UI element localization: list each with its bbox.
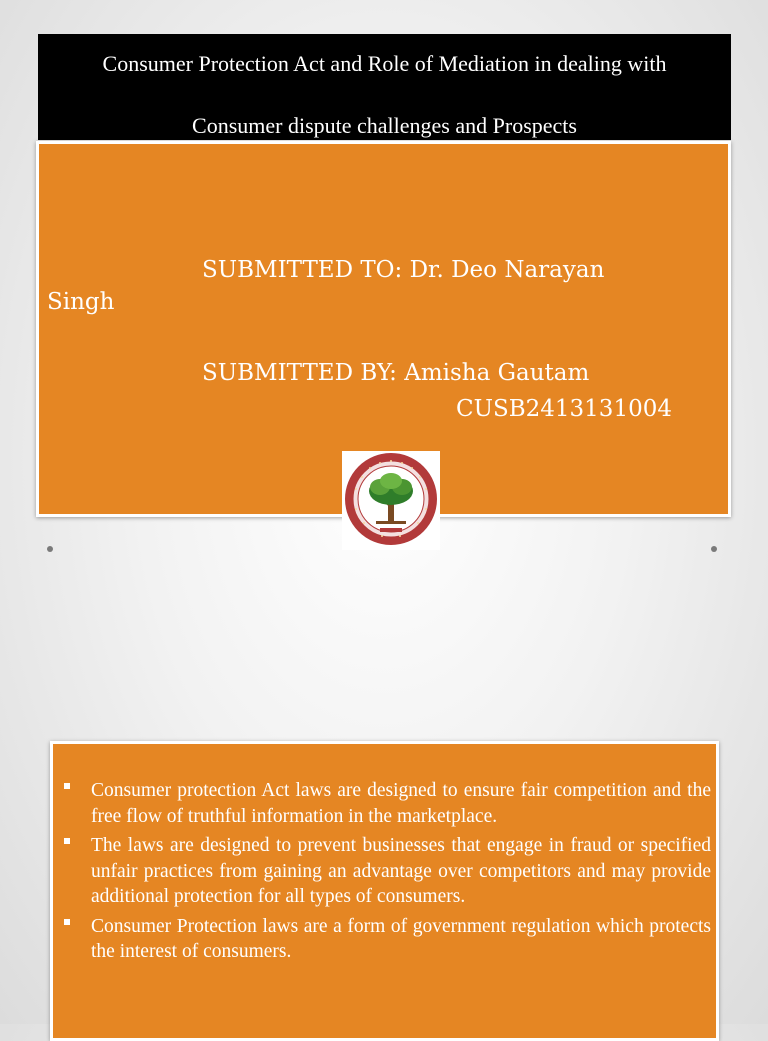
slide-title-banner xyxy=(38,34,731,140)
list-item xyxy=(59,914,711,965)
submitted-by-text: SUBMITTED BY: Amisha Gautam xyxy=(202,360,590,386)
university-emblem-tree-icon xyxy=(342,451,440,550)
slide-title-line-2: Consumer dispute challenges and Prospects xyxy=(192,113,577,138)
list-item xyxy=(59,778,711,829)
submitted-to-text: SUBMITTED TO: Dr. Deo Narayan xyxy=(202,257,605,283)
bullet-text: The laws are designed to prevent businesses that engage in fraud or specified unfair practices from gaining an advantage over competitors and may provide additional protection for all types of consumers. xyxy=(91,835,711,907)
roll-number: CUSB2413131004 xyxy=(456,396,672,422)
slide-separator-dot-left xyxy=(47,546,53,552)
bullet-text: Consumer Protection laws are a form of government regulation which protects the interest of consumers. xyxy=(91,915,711,962)
slide-title-line-1: Consumer Protection Act and Role of Mediation in dealing with xyxy=(102,51,667,76)
bullet-text: Consumer protection Act laws are designed to ensure fair competition and the free flow of truthful information in the marketplace. xyxy=(91,780,711,827)
bullet-list xyxy=(59,778,711,969)
submitted-to-continuation: Singh xyxy=(47,289,115,315)
content-slide-body xyxy=(50,741,719,1041)
square-bullet-icon xyxy=(64,838,70,844)
square-bullet-icon xyxy=(64,783,70,789)
list-item xyxy=(59,833,711,910)
slide-separator-dot-right xyxy=(711,546,717,552)
square-bullet-icon xyxy=(64,919,70,925)
